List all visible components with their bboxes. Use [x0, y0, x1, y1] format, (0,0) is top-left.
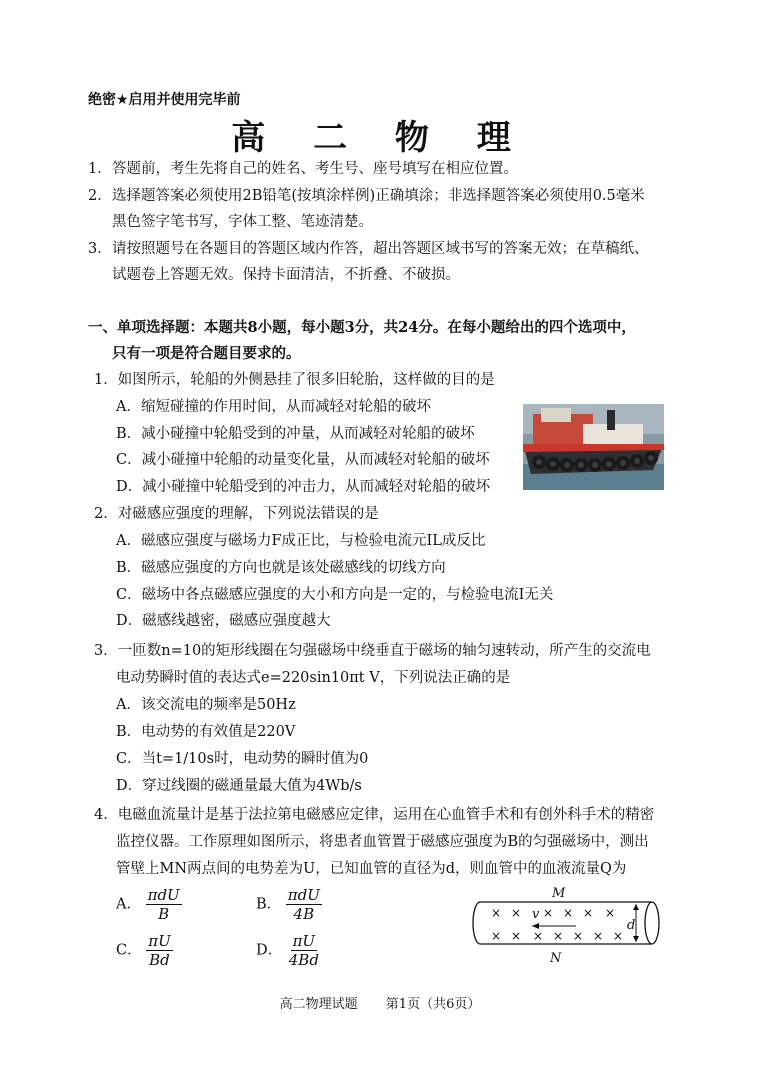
field-cross: ×	[582, 906, 594, 920]
question-4-option-a: A． $\frac{\text{πdU}}{B}$	[116, 886, 180, 923]
question-1-option-c: C．减小碰撞中轮船的动量变化量，从而减轻对轮船的破坏	[116, 452, 490, 468]
page-footer	[0, 993, 760, 1012]
question-4-stem-cont-2: 管壁上MN两点间的电势差为U，已知血管的直径为d，则血管中的血液流量Q为	[116, 861, 627, 877]
field-cross: ×	[510, 929, 522, 943]
question-4-stem: 4．电磁血流量计是基于法拉第电磁感应定律，运用在心血管手术和有创外科手术的精密	[94, 807, 655, 823]
question-4-option-b: B． $\frac{\text{πdU}}{4B}$	[256, 886, 320, 923]
question-3-stem: 3．一匝数n=10的矩形线圈在匀强磁场中绕垂直于磁场的轴匀速转动，所产生的交流电	[94, 643, 651, 659]
footer-page-number: 第1页（共6页）	[385, 997, 481, 1012]
question-4-option-c: C． $\frac{\pi U}{Bd}$	[116, 932, 171, 969]
blood-vessel-diagram	[466, 884, 666, 966]
question-2-option-b: B．磁感应强度的方向也就是该处磁感线的切线方向	[116, 560, 446, 576]
question-2-option-c: C．磁场中各点磁感应强度的大小和方向是一定的，与检验电流I无关	[116, 587, 554, 603]
question-3-option-c: C．当t=1/10s时，电动势的瞬时值为0	[116, 751, 369, 767]
question-2-option-d: D．磁感线越密，磁感应强度越大	[116, 613, 331, 629]
question-2-stem: 2．对磁感应强度的理解，下列说法错误的是	[94, 506, 379, 522]
page-title: 高 二 物 理	[231, 118, 529, 158]
ship-with-tires-photo	[523, 404, 664, 490]
question-4-option-d: D． $\frac{\pi U}{4Bd}$	[256, 932, 319, 969]
field-cross: ×	[542, 906, 554, 920]
question-1-option-b: B．减小碰撞中轮船受到的冲量，从而减轻对轮船的破坏	[116, 426, 475, 442]
field-cross: ×	[490, 906, 502, 920]
instruction-1: 1．答题前，考生先将自己的姓名、考生号、座号填写在相应位置。	[88, 161, 518, 177]
question-2-option-a: A．磁感应强度与磁场力F成正比，与检验电流元IL成反比	[116, 533, 486, 549]
section-heading-cont: 只有一项是符合题目要求的。	[112, 345, 301, 362]
field-cross: ×	[572, 929, 584, 943]
confidential-notice: 绝密★启用并使用完毕前	[88, 92, 241, 108]
question-1-option-a: A．缩短碰撞的作用时间，从而减轻对轮船的破坏	[116, 399, 431, 415]
question-1-stem: 1．如图所示，轮船的外侧悬挂了很多旧轮胎，这样做的目的是	[94, 372, 495, 388]
question-3-option-b: B．电动势的有效值是220V	[116, 724, 296, 740]
question-4-stem-cont-1: 监控仪器。工作原理如图所示，将患者血管置于磁感应强度为B的匀强磁场中，测出	[116, 834, 649, 850]
point-m-label: M	[552, 886, 566, 901]
question-1-option-d: D．减小碰撞中轮船受到的冲击力，从而减轻对轮船的破坏	[116, 479, 491, 495]
diameter-label: d	[627, 918, 636, 933]
field-cross: ×	[490, 929, 502, 943]
instruction-2: 2．选择题答案必须使用2B铅笔(按填涂样例)正确填涂；非选择题答案必须使用0.5毫米	[88, 188, 645, 204]
velocity-label: v	[532, 907, 540, 922]
instruction-3-cont: 试题卷上答题无效。保持卡面清洁，不折叠、不破损。	[112, 267, 460, 283]
field-cross: ×	[592, 929, 604, 943]
field-cross: ×	[604, 906, 616, 920]
section-heading: 一、单项选择题：本题共8小题，每小题3分，共24分。在每小题给出的四个选项中，	[88, 319, 636, 336]
question-3-option-a: A．该交流电的频率是50Hz	[116, 697, 296, 713]
field-cross: ×	[510, 906, 522, 920]
instruction-3: 3．请按照题号在各题目的答题区域内作答，超出答题区域书写的答案无效；在草稿纸、	[88, 241, 649, 257]
field-cross: ×	[562, 906, 574, 920]
field-cross: ×	[552, 929, 564, 943]
field-cross: ×	[612, 929, 624, 943]
question-3-stem-cont: 电动势瞬时值的表达式e=220sin10πt V，下列说法正确的是	[116, 670, 511, 686]
question-3-option-d: D．穿过线圈的磁通量最大值为4Wb/s	[116, 778, 362, 794]
footer-subject: 高二物理试题	[279, 997, 358, 1012]
instruction-2-cont: 黑色签字笔书写，字体工整、笔迹清楚。	[112, 214, 373, 230]
field-cross: ×	[532, 929, 544, 943]
point-n-label: N	[550, 951, 562, 966]
